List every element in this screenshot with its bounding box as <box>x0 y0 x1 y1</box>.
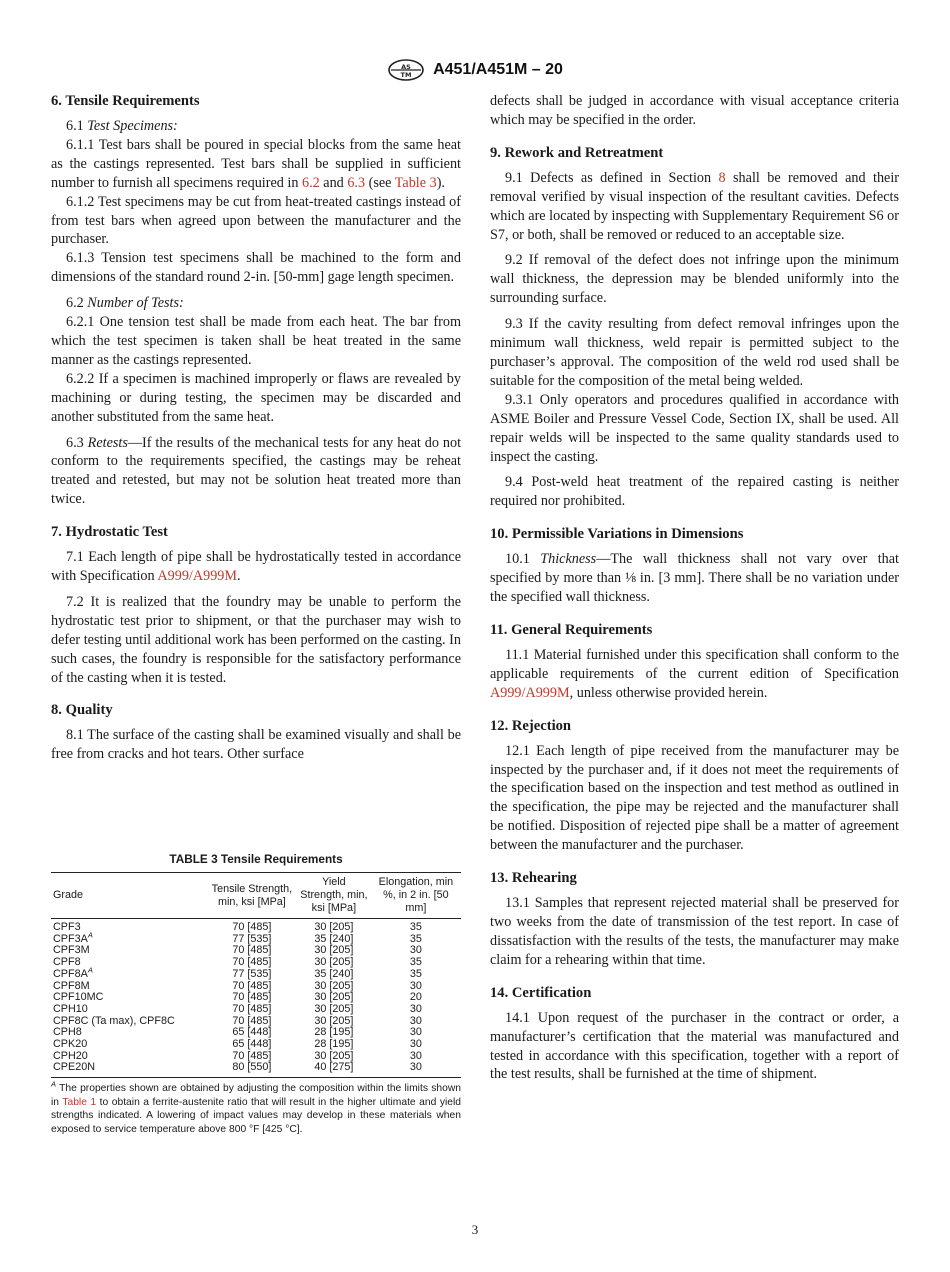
cell-tensile: 70 [485] <box>232 956 272 969</box>
paragraph-9-2: 9.2 If removal of the defect does not infringe upon the minimum wall thickness, the depression may be blended uniformly into the surrounding surface. <box>490 252 899 307</box>
cell-yield: 30 [205] <box>314 979 354 992</box>
section-8-heading: 8. Quality <box>51 702 113 719</box>
paragraph-9-4: 9.4 Post-weld heat treatment of the repaired casting is neither required nor prohibited. <box>490 474 899 510</box>
cell-tensile: 70 [485] <box>232 1014 272 1027</box>
paragraph-7-1: 7.1 Each length of pipe shall be hydrostatically tested in accordance with Specification A999/A999M. <box>51 549 461 585</box>
svg-text:TM: TM <box>400 71 412 79</box>
table-3 <box>51 852 461 1136</box>
section-14-heading: 14. Certification <box>490 984 592 1001</box>
cell-grade: CPF8M <box>53 979 90 992</box>
cell-elongation: 30 <box>371 1062 461 1077</box>
section-13-heading: 13. Rehearing <box>490 870 577 887</box>
paragraph-8-1-continued: defects shall be judged in accordance with visual acceptance criteria which may be specified in the order. <box>490 93 899 128</box>
cell-elongation: 35 <box>409 932 422 945</box>
cell-tensile: 77 [535] <box>232 967 272 980</box>
cell-tensile: 80 [550] <box>207 1062 297 1077</box>
paragraph-6-2-1: 6.2.1 One tension test shall be made from each heat. The bar from which the test specimen is taken shall be heat treated in the same manner as the castings represented. <box>51 314 461 368</box>
cell-yield: 30 [205] <box>314 921 354 933</box>
cell-elongation: 30 <box>409 1014 422 1027</box>
tensile-requirements-table <box>51 872 461 1078</box>
paragraph-8-1: 8.1 The surface of the casting shall be examined visually and shall be free from cracks and hot tears. Other surface <box>51 727 461 763</box>
cell-elongation: 30 <box>409 1038 422 1051</box>
section-11-heading: 11. General Requirements <box>490 621 653 638</box>
cell-tensile: 70 [485] <box>232 1002 272 1015</box>
table-3-footnote: $^A$ The properties shown are obtained by adjusting the composition within the limits shown in Table 1 to obtain a ferrite-austenite ratio that will result in the higher ultimate and yield strengths indicated. A lowering of impact values may develop in these materials when exposed to service temperature above 800 °F [425 °C]. <box>51 1079 461 1135</box>
cell-grade: CPF3M <box>53 944 90 957</box>
paragraph-11-1: 11.1 Material furnished under this specification shall conform to the applicable requirements of the current edition of Specification A999/A999M, unless otherwise provided herein. <box>490 646 899 701</box>
paragraph-7-2: 7.2 It is realized that the foundry may be unable to perform the hydrostatic test prior to shipment, or that the purchaser may wish to defer testing until additional work has been performed on the casting. In such cases, the foundry is responsible for the satisfactory performance of the casting when it is tested. <box>51 593 461 686</box>
cell-yield: 28 [195] <box>314 1026 354 1039</box>
right-column <box>490 92 899 1084</box>
paragraph-10-1: 10.1 Thickness—The wall thickness shall not vary over that specified by more than ⅛ in. [3 mm]. There shall be no variation under the specified wall thickness. <box>490 551 899 606</box>
ref-a999-link-2[interactable]: A999/A999M <box>490 684 570 701</box>
cell-tensile: 70 [485] <box>232 921 272 933</box>
footnote-marker: A <box>87 930 93 940</box>
paragraph-6-1-2: 6.1.2 Test specimens may be cut from heat-treated castings instead of from test bars when agreed upon between the manufacturer and the purchaser. <box>51 193 461 248</box>
cell-elongation: 35 <box>409 956 422 969</box>
cell-tensile: 70 [485] <box>232 991 272 1004</box>
section-6-heading: 6. Tensile Requirements <box>51 93 200 109</box>
paragraph-9-3: 9.3 If the cavity resulting from defect removal infringes upon the minimum wall thickness, weld repair is permitted subject to the purchaser’s approval. The composition of the weld rod used shall be suitable for the composition of the metal being welded. <box>490 316 899 389</box>
cell-elongation: 35 <box>409 967 422 980</box>
paragraph-6-2-2: 6.2.2 If a specimen is machined improperly or flaws are revealed by machining or during testing, the specimen may be discarded and another substituted from the same heat. <box>51 370 461 425</box>
page-header <box>0 58 950 82</box>
cell-grade: CPH10 <box>53 1002 88 1015</box>
table-row <box>51 919 461 934</box>
ref-a999-link[interactable]: A999/A999M <box>157 568 238 585</box>
cell-grade: CPK20 <box>53 1038 88 1051</box>
paragraph-13-1: 13.1 Samples that represent rejected material shall be preserved for two weeks from the date of transmission of the test report. In case of dissatisfaction with the results of the tests, the manufacturer may make claim for a rehearing within that time. <box>490 895 899 968</box>
col-header-yield: Yield Strength, min, ksi [MPa] <box>297 873 371 919</box>
cell-elongation: 30 <box>409 944 422 957</box>
cell-grade: CPF3 <box>53 921 81 933</box>
paragraph-6-1: 6.1 Test Specimens: <box>66 118 178 134</box>
table-header-row <box>51 873 461 919</box>
cell-grade: CPE20N <box>51 1062 207 1077</box>
cell-grade: CPF8C (Ta max), CPF8C <box>53 1014 175 1027</box>
paragraph-6-1-1: 6.1.1 Test bars shall be poured in special blocks from the same heat as the castings represented. Test bars shall be supplied in sufficient number to furnish all specimens required in 6.2 and 6.3 (see Table 3). <box>51 136 461 191</box>
paragraph-6-3: 6.3 Retests—If the results of the mechanical tests for any heat do not conform to the requirements specified, the castings may be reheat treated and retested, but may not be solution heat treated more than twice. <box>51 434 462 508</box>
paragraph-6-1-3: 6.1.3 Tension test specimens shall be machined to the form and dimensions of the standard round 2-in. [50-mm] gage length specimen. <box>51 250 461 286</box>
cell-grade: CPF8A$^A$ <box>53 965 93 980</box>
page-number: 3 <box>471 1222 479 1237</box>
cell-yield: 30 [205] <box>314 991 354 1004</box>
cell-yield: 40 [275] <box>297 1062 371 1077</box>
cell-yield: 30 [205] <box>314 1049 354 1062</box>
cell-yield: 30 [205] <box>314 944 354 957</box>
paragraph-12-1: 12.1 Each length of pipe received from the manufacturer may be inspected by the purchaser and, if it does not meet the requirements of the specification based on the inspection and test method as outlined in the specification, the pipe may be rejected and the manufacturer shall be notified. Disposition of rejected pipe shall be a matter of agreement between the manufacturer and the purchaser. <box>490 742 899 854</box>
ref-6-2-link[interactable]: 6.2 <box>301 174 320 191</box>
cell-grade: CPF10MC <box>53 991 104 1004</box>
cell-elongation: 30 <box>409 1002 422 1015</box>
paragraph-9-1: 9.1 Defects as defined in Section 8 shall be removed and their removal verified by visual inspection of the resultant cavities. Defects which are located by inspecting with Supplementary Requirement S6 or S7, or both, shall be removed or reduced to an acceptable size. <box>490 169 899 243</box>
cell-tensile: 70 [485] <box>232 944 272 957</box>
section-12-heading: 12. Rejection <box>490 717 572 734</box>
cell-yield: 35 [240] <box>314 932 354 945</box>
paragraph-6-2: 6.2 Number of Tests: <box>66 295 184 312</box>
cell-yield: 30 [205] <box>314 956 354 969</box>
document-designation: A451/A451M – 20 <box>433 61 563 78</box>
cell-tensile: 77 [535] <box>232 932 272 945</box>
cell-elongation: 30 <box>409 979 422 992</box>
footnote-marker: A <box>87 965 93 975</box>
paragraph-14-1: 14.1 Upon request of the purchaser in the contract or order, a manufacturer’s certification that the material was manufactured and tested in accordance with this specification, together with a report of the test results, shall be furnished at the time of shipment. <box>490 1009 899 1083</box>
cell-yield: 30 [205] <box>314 1002 354 1015</box>
cell-elongation: 20 <box>409 991 422 1004</box>
cell-tensile: 65 [448] <box>232 1026 272 1039</box>
table-3-title: TABLE 3 Tensile Requirements <box>169 852 343 866</box>
cell-yield: 30 [205] <box>314 1014 354 1027</box>
left-column <box>51 92 461 764</box>
cell-yield: 28 [195] <box>314 1038 354 1051</box>
ref-table-1-link[interactable]: Table 1 <box>62 1096 97 1108</box>
cell-elongation: 30 <box>409 1049 422 1062</box>
section-7-heading: 7. Hydrostatic Test <box>51 524 168 541</box>
cell-elongation: 35 <box>409 921 422 933</box>
cell-tensile: 70 [485] <box>232 979 272 992</box>
cell-grade: CPF3A$^A$ <box>53 930 93 945</box>
cell-elongation: 30 <box>409 1026 422 1039</box>
cell-grade: CPF8 <box>53 956 81 969</box>
ref-6-3-link[interactable]: 6.3 <box>347 174 366 191</box>
cell-tensile: 65 [448] <box>232 1038 272 1051</box>
col-header-grade: Grade <box>51 873 207 919</box>
col-header-elongation: Elongation, min %, in 2 in. [50 mm] <box>371 873 461 919</box>
astm-logo-icon <box>387 59 425 81</box>
table-row <box>51 1062 461 1077</box>
cell-grade: CPH20 <box>53 1049 88 1062</box>
ref-section-8-link[interactable]: 8 <box>718 169 726 186</box>
col-header-tensile: Tensile Strength, min, ksi [MPa] <box>207 873 297 919</box>
paragraph-9-3-1: 9.3.1 Only operators and procedures qualified in accordance with ASME Boiler and Pressure Vessel Code, Section IX, shall be used. All repair welds will be inspected to the same quality standards used to inspect the casting. <box>490 391 899 465</box>
cell-tensile: 70 [485] <box>232 1049 272 1062</box>
section-9-heading: 9. Rework and Retreatment <box>490 144 664 161</box>
cell-yield: 35 [240] <box>314 967 354 980</box>
cell-grade: CPH8 <box>53 1026 82 1039</box>
svg-text:AS: AS <box>401 63 411 71</box>
ref-table-3-link[interactable]: Table 3 <box>394 174 437 191</box>
section-10-heading: 10. Permissible Variations in Dimensions <box>490 526 744 543</box>
